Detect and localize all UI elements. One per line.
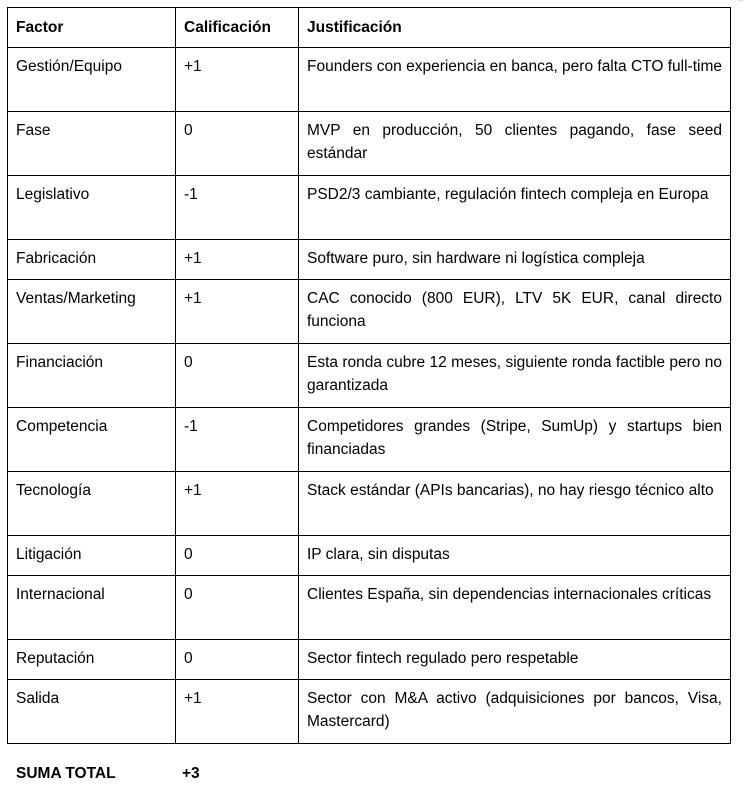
score-cell: 0: [176, 640, 299, 680]
score-cell: 0: [176, 112, 299, 176]
factor-cell: Fase: [8, 112, 176, 176]
score-cell: +1: [176, 472, 299, 536]
table-row: [8, 240, 731, 280]
score-cell: +1: [176, 48, 299, 112]
factor-cell: Tecnología: [8, 472, 176, 536]
factor-cell: Ventas/Marketing: [8, 280, 176, 344]
justification-cell: PSD2/3 cambiante, regulación fintech compleja en Europa: [299, 176, 731, 240]
table-row: [8, 408, 731, 472]
justification-cell: Stack estándar (APIs bancarias), no hay riesgo técnico alto: [299, 472, 731, 536]
justification-cell: Sector fintech regulado pero respetable: [299, 640, 731, 680]
risk-factor-table: [7, 7, 731, 744]
score-cell: +1: [176, 680, 299, 744]
total-value: +3: [182, 765, 200, 782]
justification-cell: Esta ronda cubre 12 meses, siguiente ronda factible pero no garantizada: [299, 344, 731, 408]
corner-mark: [739, 0, 743, 3]
score-cell: -1: [176, 408, 299, 472]
justification-cell: Founders con experiencia en banca, pero falta CTO full-time: [299, 48, 731, 112]
table-row: [8, 176, 731, 240]
score-cell: +1: [176, 240, 299, 280]
factor-cell: Financiación: [8, 344, 176, 408]
factor-cell: Gestión/Equipo: [8, 48, 176, 112]
table-row: [8, 576, 731, 640]
table-row: [8, 640, 731, 680]
justification-cell: Clientes España, sin dependencias internacionales críticas: [299, 576, 731, 640]
table-row: [8, 48, 731, 112]
score-cell: -1: [176, 176, 299, 240]
table-row: [8, 112, 731, 176]
justification-cell: IP clara, sin disputas: [299, 536, 731, 576]
table-row: [8, 344, 731, 408]
table-header-row: [8, 8, 731, 48]
table-row: [8, 280, 731, 344]
justification-cell: CAC conocido (800 EUR), LTV 5K EUR, canal directo funciona: [299, 280, 731, 344]
justification-cell: Sector con M&A activo (adquisiciones por bancos, Visa, Mastercard): [299, 680, 731, 744]
header-justificacion: Justificación: [299, 8, 731, 48]
total-label: SUMA TOTAL: [16, 765, 116, 782]
justification-cell: MVP en producción, 50 clientes pagando, fase seed estándar: [299, 112, 731, 176]
header-factor: Factor: [8, 8, 176, 48]
factor-cell: Internacional: [8, 576, 176, 640]
factor-cell: Competencia: [8, 408, 176, 472]
table-row: [8, 536, 731, 576]
factor-cell: Litigación: [8, 536, 176, 576]
score-cell: 0: [176, 536, 299, 576]
header-calificacion: Calificación: [176, 8, 299, 48]
score-cell: 0: [176, 344, 299, 408]
score-cell: +1: [176, 280, 299, 344]
justification-cell: Software puro, sin hardware ni logística compleja: [299, 240, 731, 280]
table-row: [8, 680, 731, 744]
factor-cell: Fabricación: [8, 240, 176, 280]
score-cell: 0: [176, 576, 299, 640]
factor-cell: Salida: [8, 680, 176, 744]
factor-cell: Reputación: [8, 640, 176, 680]
total-summary: [16, 764, 200, 784]
justification-cell: Competidores grandes (Stripe, SumUp) y startups bien financiadas: [299, 408, 731, 472]
factor-cell: Legislativo: [8, 176, 176, 240]
table-row: [8, 472, 731, 536]
